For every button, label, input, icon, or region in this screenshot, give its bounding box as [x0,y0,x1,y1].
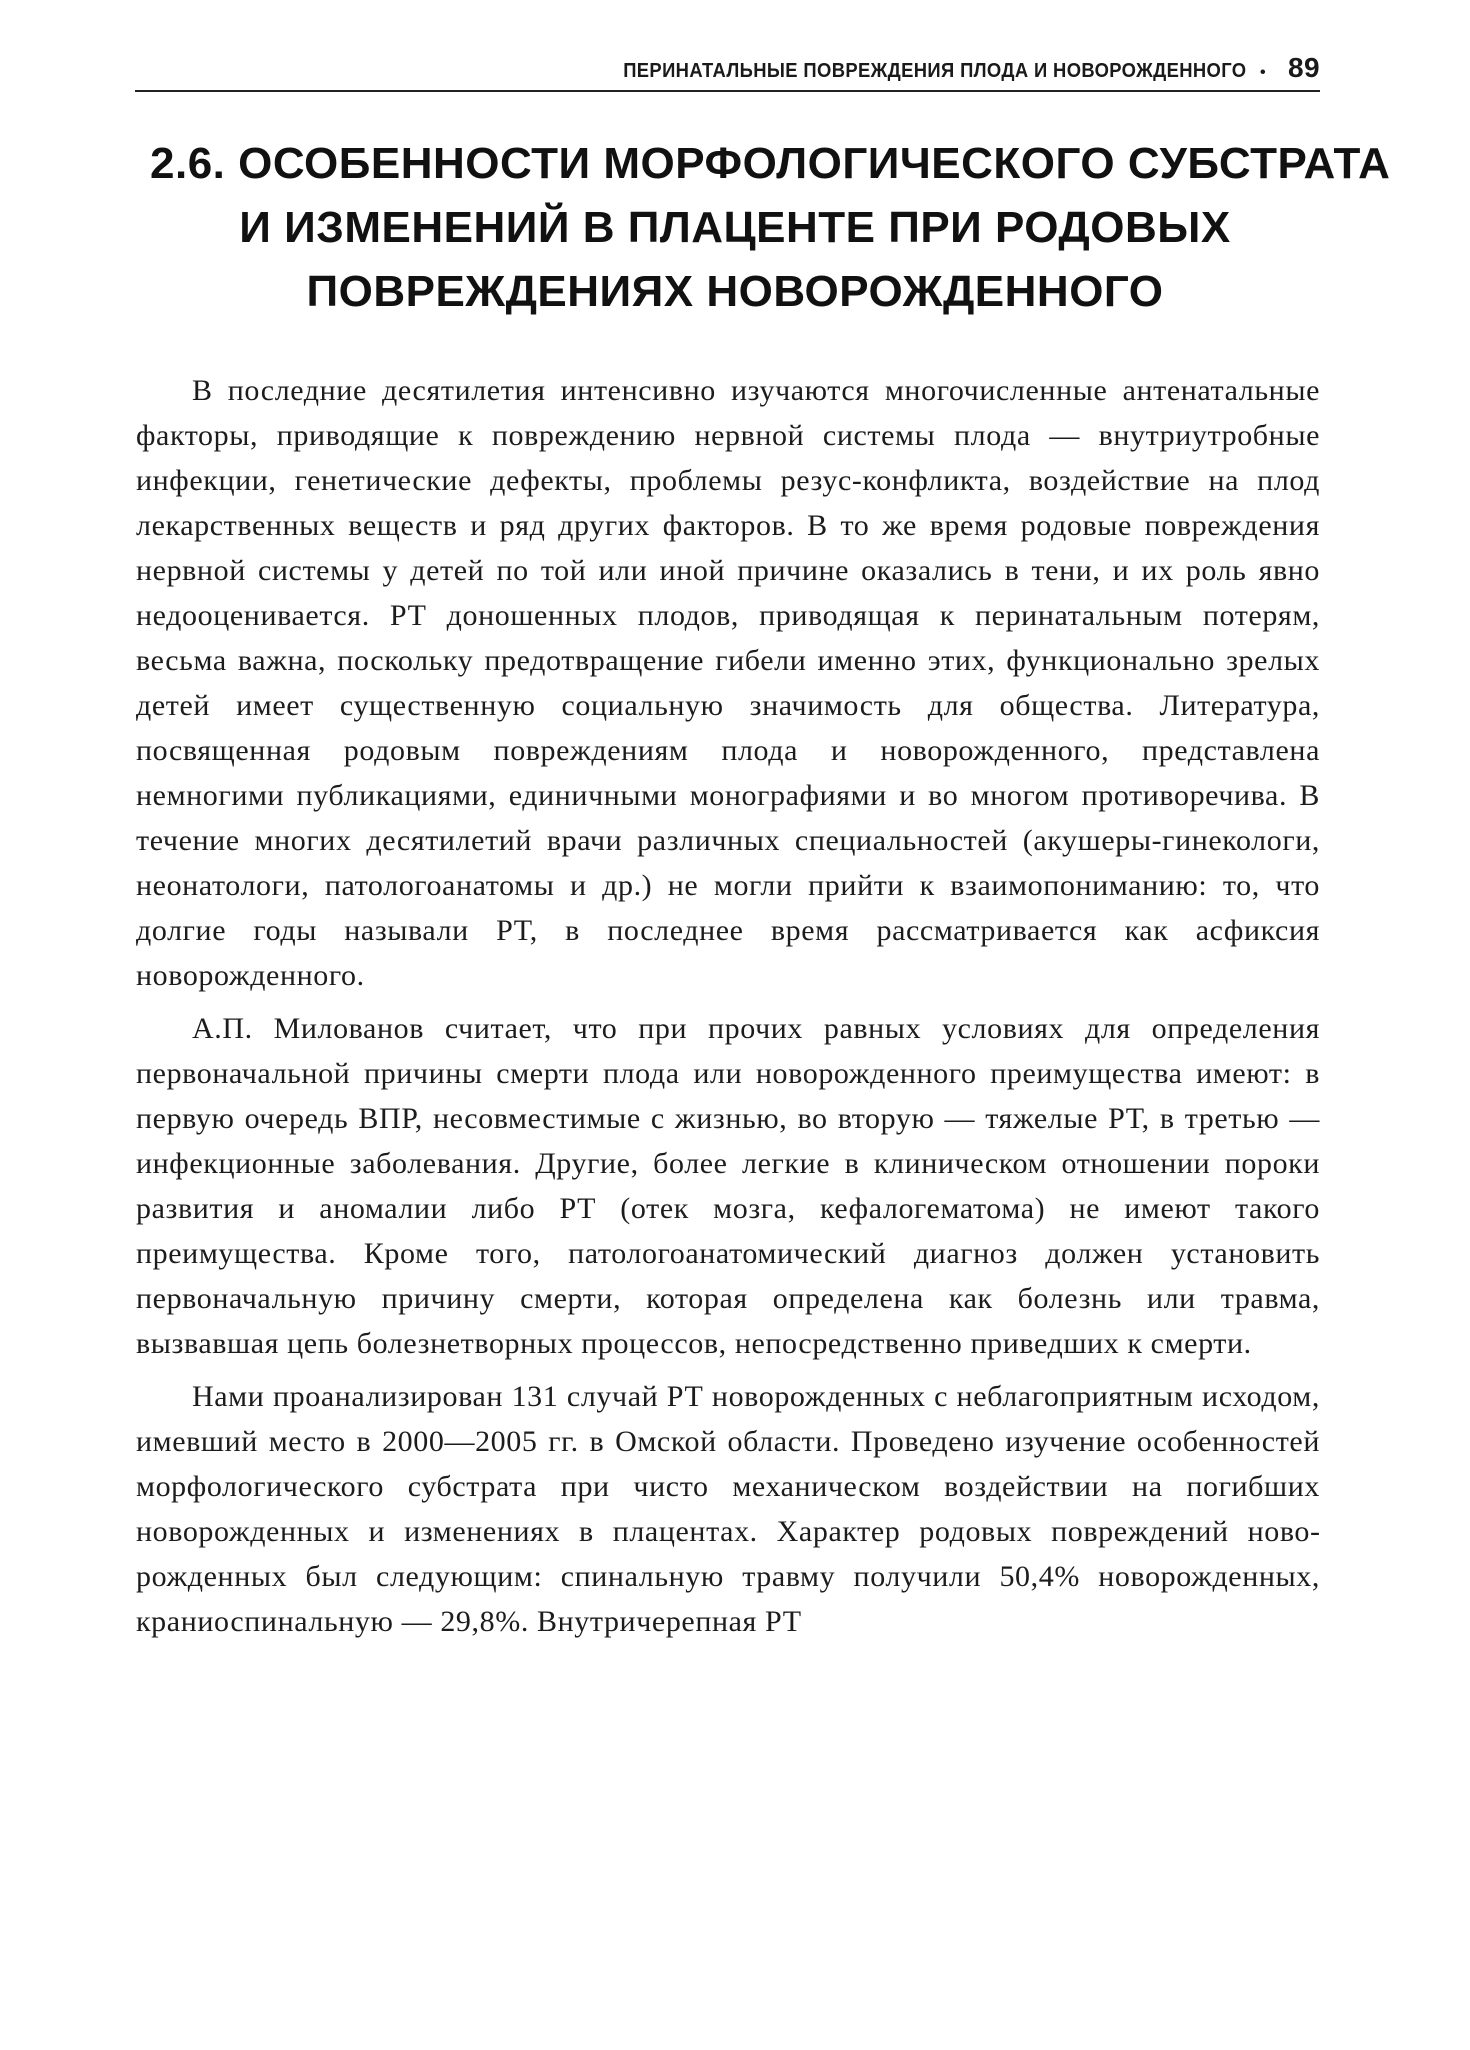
section-title [150,132,1391,324]
running-header-bullet: • [1260,64,1267,81]
section-title-line: И ИЗМЕНЕНИЙ В ПЛАЦЕНТЕ ПРИ РОДОВЫХ [239,203,1231,252]
paragraph: В последние десятилетия интенсивно изучаются многочисленные антенатальные факторы, приводящие к повреждению нервной системы плода — внутриутробные инфекции, генетические дефекты, проблемы резус-конфликта, воздействие на плод лекарственных веществ и ряд других факторов. В то же время родовые повреждения нервной системы у детей по той или иной причине оказались в тени, и их роль явно недооценивается. РТ доношенных плодов, приводящая к перинатальным потерям, весьма важна, поскольку предотвращение гибели именно этих, функционально зрелых детей имеет существенную социальную значимость для общества. Литература, посвященная родовым повреждениям плода и новорожденного, представлена немногими публикациями, единичными монографиями и во многом противоречива. В течение многих десятилетий врачи различных специальностей (акушеры-гинекологи, неонатологи, патологоанатомы и др.) не могли прийти к взаимопониманию: то, что долгие годы называли РТ, в последнее время рассматривается как асфиксия новорожденного. [136,374,1320,992]
running-header-title: ПЕРИНАТАЛЬНЫЕ ПОВРЕЖДЕНИЯ ПЛОДА И НОВОРОЖДЕННОГО [622,60,1247,82]
paragraph: А.П. Милованов считает, что при прочих равных условиях для определения первоначальной причины смерти плода или новорожденного преимущества имеют: в первую очередь ВПР, несовместимые с жизнью, во вторую — тяжелые РТ, в третью — инфекционные заболевания. Другие, более легкие в клиническом отношении пороки развития и аномалии либо РТ (отек мозга, кефалогематома) не имеют такого преимущества. Кроме того, патологоанатомический диагноз должен установить первоначальную причину смерти, которая определена как болезнь или травма, вызвавшая цепь болезнетворных процессов, непосредственно приведших к смерти. [136,1012,1320,1360]
body-text [136,368,1320,1652]
section-title-line: ПОВРЕЖДЕНИЯХ НОВОРОЖДЕННОГО [306,267,1164,316]
section-title-line: 2.6. ОСОБЕННОСТИ МОРФОЛОГИЧЕСКОГО СУБСТРАТА [150,139,1391,188]
header-rule [135,90,1320,92]
running-header [135,48,1320,92]
running-header-text [569,52,1320,84]
page-number: 89 [1288,52,1320,83]
paragraph: Нами проанализирован 131 случай РТ новорожденных с неблагоприятным исходом, имевший место в 2000—2005 гг. в Омской области. Проведено изучение особенностей морфологического субстрата при чисто механическом воздействии на погибших новорожденных и изменениях в плацентах. Характер родовых повреждений новорожденных был следующим: спинальную травму получили 50,4% новорожденных, краниоспинальную — 29,8%. Внутричерепная РТ [136,1380,1320,1638]
